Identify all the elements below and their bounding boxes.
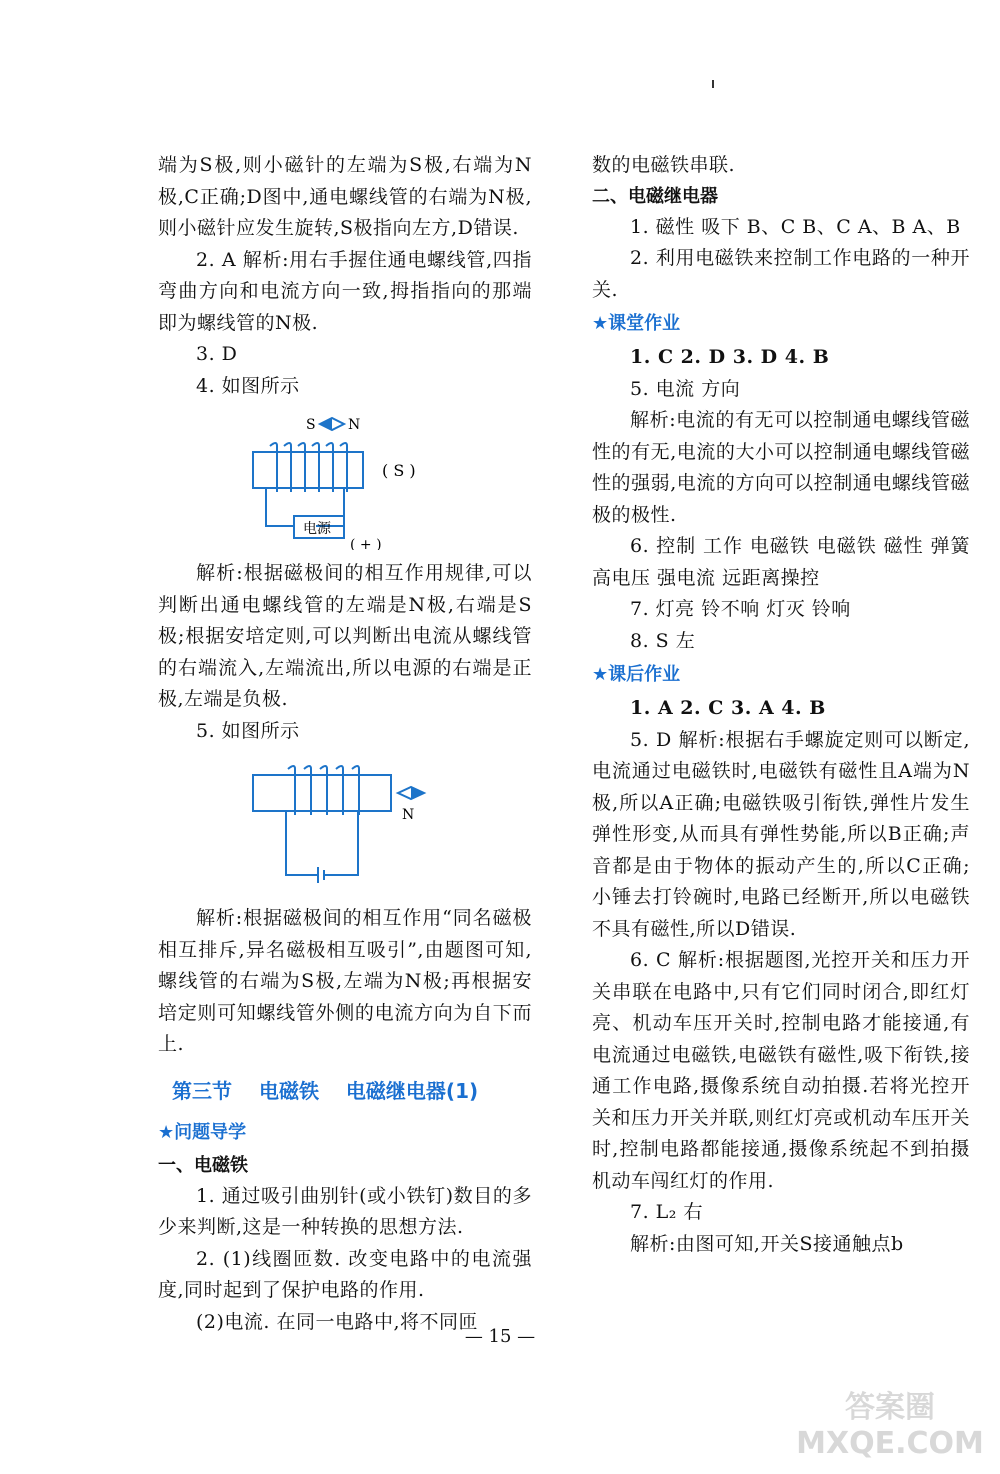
pole-s-label: S (306, 417, 316, 433)
paragraph: 5. 电流 方向 (630, 377, 741, 400)
heading-wenti: ★问题导学 (158, 1121, 247, 1143)
answer-5: 5. 如图所示 (196, 719, 300, 742)
paragraph: 6. 控制 工作 电磁铁 电磁铁 磁性 弹簧 高电压 强电流 远距离操控 (592, 535, 970, 589)
paragraph: 2. (1)线圈匝数. 改变电路中的电流强度,同时起到了保护电路的作用. (158, 1247, 532, 1301)
watermark: 答案圈 MXQE.COM (796, 1390, 984, 1461)
paragraph: (2)电流. 在同一电路中,将不同匝 (196, 1310, 479, 1333)
coil-windings (270, 443, 347, 492)
battery (318, 867, 324, 883)
pole-n-label: N (348, 417, 361, 433)
paragraph: 5. D 解析:根据右手螺旋定则可以断定,电流通过电磁铁时,电磁铁有磁性且A端为N极,所以A正确;电磁铁吸引衔铁,弹性片发生弹性形变,从而具有弹性势能,所以B正确;声音都是由于物体的振动产生的,所以C正确;小锤去打铃碗时,电路已经断开,所以电磁铁不具有磁性,所以D错误. (592, 728, 970, 940)
paragraph: 解析:由图可知,开关S接通触点b (630, 1232, 904, 1255)
left-column (158, 150, 532, 1338)
scan-mark (712, 80, 714, 88)
explanation-5: 解析:根据磁极间的相互作用“同名磁极相互排斥,异名磁极相互吸引”,由题图可知,螺线管的右端为S极,左端为N极;再根据安培定则可知螺线管外侧的电流方向为自下而上. (158, 907, 532, 1055)
plus-label: ( + ) (350, 537, 382, 550)
answers-row: 1. A 2. C 3. A 4. B (630, 697, 826, 719)
source-label: 电源 (303, 521, 331, 537)
coil-windings (288, 766, 359, 815)
right-column (592, 150, 970, 1260)
pole-n-label: N (402, 807, 415, 823)
answer-3: 3. D (196, 343, 238, 365)
paragraph: 8. S 左 (630, 629, 696, 652)
heading-ketang: ★课堂作业 (592, 313, 681, 334)
paragraph: 7. 灯亮 铃不响 灯灭 铃响 (630, 598, 851, 620)
explanation-4: 解析:根据磁极间的相互作用规律,可以判断出通电螺线管的左端是N极,右端是S极;根据安培定则,可以判断出电流从螺线管的右端流入,左端流出,所以电源的右端是正极,左端是负极. (158, 562, 532, 710)
paragraph: 端为S极,则小磁针的左端为S极,右端为N极,C正确;D图中,通电螺线管的右端为N极,则小磁针应发生旋转,S极指向左方,D错误. (158, 154, 532, 239)
solenoid-diagram-2 (158, 755, 532, 895)
section-title: 第三节 电磁铁 电磁继电器(1) (172, 1078, 479, 1103)
heading-diancitie: 一、电磁铁 (158, 1154, 248, 1176)
paragraph: 2. 利用电磁铁来控制工作电路的一种开关. (592, 247, 970, 301)
paragraph: 数的电磁铁串联. (592, 154, 736, 176)
solenoid-figure-1 (158, 410, 532, 550)
answer-2: 2. A 解析:用右手握住通电螺线管,四指弯曲方向和电流方向一致,拇指指向的那端即为螺线管的N极. (158, 248, 532, 334)
answer-4: 4. 如图所示 (196, 374, 300, 397)
heading-kehou: ★课后作业 (592, 664, 681, 685)
needle-s-half (320, 418, 332, 430)
heading-jidianqi: 二、电磁继电器 (592, 185, 718, 207)
answers-row: 1. C 2. D 3. D 4. B (630, 346, 830, 368)
paragraph: 1. 磁性 吸下 B、C B、C A、B A、B (630, 215, 961, 238)
solenoid-core (253, 775, 391, 811)
paragraph: 7. L₂ 右 (630, 1201, 703, 1223)
solenoid-figure-2 (158, 755, 532, 895)
paragraph: 解析:电流的有无可以控制通电螺线管磁性的有无,电流的大小可以控制通电螺线管磁性的强弱,电流的方向可以控制通电螺线管磁极的极性. (592, 409, 970, 526)
coil-pole-label: ( S ) (382, 461, 416, 480)
circuit-wire (286, 811, 358, 875)
paragraph: 6. C 解析:根据题图,光控开关和压力开关串联在电路中,只有它们同时闭合,即红灯亮、机动车压开关时,控制电路才能接通,有电流通过电磁铁,电磁铁有磁性,吸下衔铁,接通工作电路,摄像系统自动拍摄.若将光控开关和压力开关并联,则红灯亮或机动车压开关时,控制电路都能接通,摄像系统起不到拍摄机动车闯红灯的作用. (592, 949, 970, 1192)
page-number: — 15 — (464, 1326, 536, 1347)
paragraph: 1. 通过吸引曲别针(或小铁钉)数目的多少来判断,这是一种转换的思想方法. (158, 1184, 532, 1238)
needle-n-half (411, 787, 424, 799)
solenoid-diagram-1 (158, 410, 532, 550)
